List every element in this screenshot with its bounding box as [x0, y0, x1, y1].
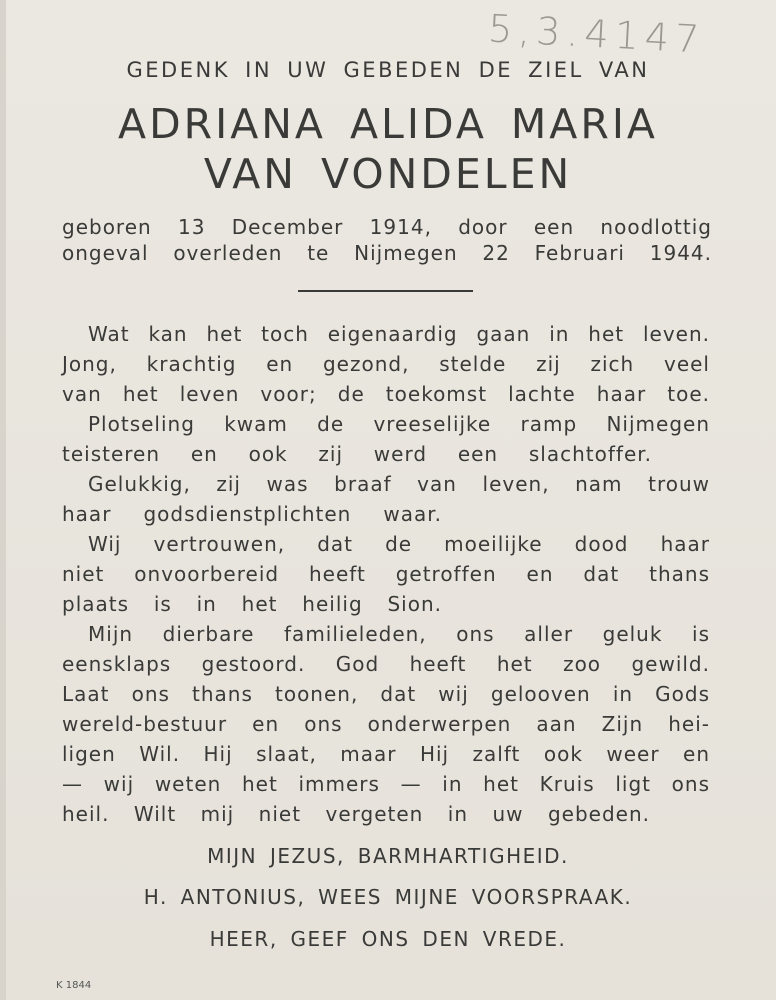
text-line: Mijn dierbare familieleden, ons aller geluk is — [88, 622, 710, 646]
text-line: — wij weten het immers — in het Kruis ligt ons — [62, 772, 710, 796]
handwritten-note: 5,3.4147 — [486, 6, 707, 62]
text-line: eensklaps gestoord. God heeft het zoo gewild. — [62, 652, 710, 676]
text-line: wereld-bestuur en ons onderwerpen aan Zijn hei- — [62, 712, 710, 736]
text-line: van het leven voor; de toekomst lachte haar toe. — [62, 382, 710, 406]
text-line: Gelukkig, zij was braaf van leven, nam trouw — [88, 472, 710, 496]
birth-death-line-2: ongeval overleden te Nijmegen 22 Februari 1944. — [62, 241, 712, 265]
text-line: Jong, krachtig en gezond, stelde zij zich veel — [62, 352, 710, 376]
text-line: ligen Wil. Hij slaat, maar Hij zalft ook weer en — [62, 742, 710, 766]
printer-code: K 1844 — [56, 980, 92, 991]
text-line: Plotseling kwam de vreeselijke ramp Nijmegen — [88, 412, 710, 436]
text-line: teisteren en ook zij werd een slachtoffer. — [62, 442, 652, 466]
deceased-name-line-2: VAN VONDELEN — [203, 150, 573, 198]
text-line: Wat kan het toch eigenaardig gaan in het leven. — [88, 322, 710, 346]
text-line: heil. Wilt mij niet vergeten in uw gebeden. — [62, 802, 650, 826]
text-line: Laat ons thans toonen, dat wij gelooven in Gods — [62, 682, 710, 706]
text-line: niet onvoorbereid heeft getroffen en dat thans — [62, 562, 710, 586]
divider — [298, 290, 473, 292]
closing-prayer-1: MIJN JEZUS, BARMHARTIGHEID. — [207, 844, 569, 868]
closing-prayer-3: HEER, GEEF ONS DEN VREDE. — [209, 927, 567, 951]
birth-death-line-1: geboren 13 December 1914, door een noodlottig — [62, 215, 712, 239]
heading: GEDENK IN UW GEBEDEN DE ZIEL VAN — [126, 58, 650, 82]
deceased-name-line-1: ADRIANA ALIDA MARIA — [118, 100, 658, 148]
text-line: Wij vertrouwen, dat de moeilijke dood haar — [88, 532, 710, 556]
text-line: plaats is in het heilig Sion. — [62, 592, 442, 616]
text-line: haar godsdienstplichten waar. — [62, 502, 442, 526]
closing-prayer-2: H. ANTONIUS, WEES MIJNE VOORSPRAAK. — [143, 885, 633, 909]
